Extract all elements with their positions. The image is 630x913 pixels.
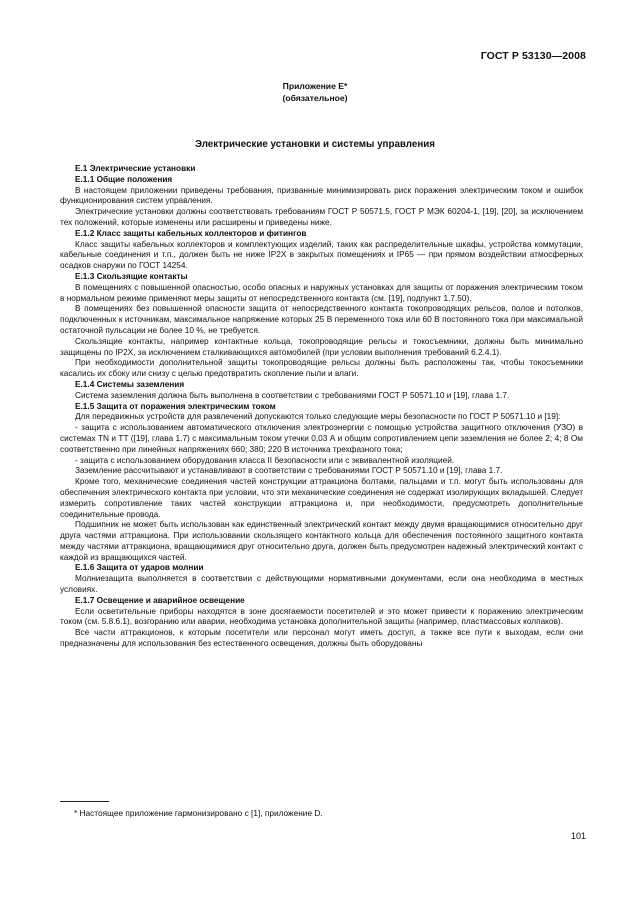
- paragraph: В настоящем приложении приведены требования, призванные минимизировать риск поражения электрическим током и ошибок функционирования систем управления.: [60, 185, 583, 206]
- section-heading: Е.1.1 Общие положения: [75, 174, 173, 184]
- appendix-status: (обязательное): [282, 93, 348, 103]
- section-heading: Е.1.5 Защита от поражения электрическим током: [75, 401, 276, 411]
- paragraph: Если осветительные приборы находятся в зоне досягаемости посетителей и это может привести к поражению электрическим током (см. 5.8.6.1), возгоранию или аварии, необходима установка дополнительной защиты (например, пластмассовых колпаков).: [60, 606, 583, 627]
- paragraph: Класс защиты кабельных коллекторов и комплектующих изделий, таких как распределительные шкафы, устройства коммутации, кабельные соединения и т.п., должен быть не ниже IP2X в закрытых помещениях и IP65 — при прямом воздействии атмосферных осадков снаружи по ГОСТ 14254.: [60, 239, 583, 271]
- section-heading: Е.1.7 Освещение и аварийное освещение: [75, 595, 245, 605]
- paragraph: Скользящие контакты, например контактные кольца, токопроводящие рельсы и токосъемники, должны быть минимально защищены по IP2X, за исключением сталкивающихся автомобилей (при условии выполнения требований 6.2.4.1).: [60, 336, 583, 357]
- paragraph: Электрические установки должны соответствовать требованиям ГОСТ Р 50571.5, ГОСТ Р МЭК 60204-1, [19], [20], за исключением тех положений, которые изменены или расширены и приведены ниже.: [60, 207, 583, 227]
- footnote-divider: [60, 801, 109, 802]
- paragraph: В помещениях с повышенной опасностью, особо опасных и наружных установках для защиты от поражения электрическим током в нормальном режиме применяют меры защиты от непосредственного контакта (см. [19], подпункт 1.7.50).: [60, 282, 583, 303]
- document-id-header: ГОСТ Р 53130—2008: [480, 50, 586, 62]
- paragraph: При необходимости дополнительной защиты токопроводящие рельсы должны быть расположены так, чтобы токосъемники касались их сбоку или снизу с целью предотвратить скопление пыли и влаги.: [60, 358, 583, 379]
- paragraph: Кроме того, механические соединения частей конструкции аттракциона болтами, пальцами и т.п. могут быть использованы для обеспечения электрического контакта при условии, что эти механические соединения не содержат изолирующих вкладышей. Следует измерить сопротивление таких частей конструкции аттракциона и, при необходимости, предусмотреть дополнительные соединительные провода.: [60, 477, 583, 519]
- page-number: 101: [570, 831, 586, 841]
- paragraph: - защита с использованием оборудования класса II безопасности или с эквивалентной изоляцией.: [75, 455, 455, 465]
- section-heading: Е.1 Электрические установки: [75, 164, 196, 173]
- section-title: Электрические установки и системы управления: [194, 139, 435, 150]
- section-heading: Е.1.4 Системы заземления: [75, 379, 185, 389]
- paragraph: Система заземления должна быть выполнена в соответствии с требованиями ГОСТ Р 50571.10 и [19], глава 1.7.: [75, 390, 510, 400]
- paragraph: - защита с использованием автоматического отключения электроэнергии с помощью устройства защитного отключения (УЗО) в системах TN и TT ([19], глава 1.7) с максимальным током утечки 0,03 А и общим сопротивлением цепи заземления не более 2; 4; 8 Ом соответственно при линейных напряжениях 660; 380; 220 В источника трехфазного тока;: [60, 423, 583, 454]
- body-text: [60, 164, 583, 650]
- paragraph: В помещениях без повышенной опасности защита от непосредственного контакта токопроводящих рельсов, полов и потолков, подключенных к источникам, максимальное напряжение которых 25 В переменного тока или 60 В постоянного тока при максимальной остаточной пульсации не более 10 %, не требуется.: [60, 304, 583, 335]
- paragraph: Молниезащита выполняется в соответствии с действующими нормативными документами, если она необходима в местных условиях.: [60, 574, 583, 595]
- section-heading: Е.1.6 Защита от ударов молнии: [75, 563, 204, 573]
- appendix-title: Приложение Е*: [282, 81, 348, 91]
- paragraph: Заземление рассчитывают и устанавливают в соответствии с требованиями ГОСТ Р 50571.10 и [19], глава 1.7.: [75, 466, 503, 476]
- paragraph: Для передвижных устройств для развлечений допускаются только следующие меры безопасности по ГОСТ Р 50571.10 и [19]:: [75, 412, 561, 422]
- section-heading: Е.1.3 Скользящие контакты: [75, 271, 188, 281]
- footnote: * Настоящее приложение гармонизировано с [1], приложение D.: [74, 808, 323, 818]
- paragraph: Все части аттракционов, к которым посетители или персонал могут иметь доступ, а также все пути к выходам, если они предназначены для использования без естественного освещения, должны быть оборудованы: [60, 628, 583, 649]
- paragraph: Подшипник не может быть использован как единственный электрический контакт между двумя вращающимися относительно друг друга частями аттракциона. При использовании скользящего контактного кольца для обеспечения постоянного защитного контакта между частями аттракциона, вращающимися друг относительно друга, должен быть предусмотрен надежный электрический контакт с каждой из вращающихся частей.: [60, 520, 583, 562]
- section-heading: Е.1.2 Класс защиты кабельных коллекторов и фитингов: [75, 228, 307, 238]
